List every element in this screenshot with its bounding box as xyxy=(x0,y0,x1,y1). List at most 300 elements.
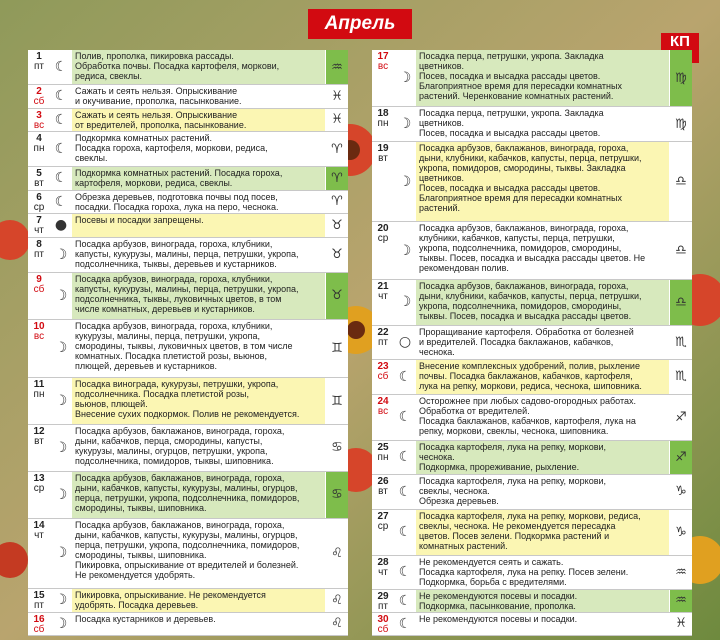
day-instructions xyxy=(72,519,325,588)
weekday: вт xyxy=(34,178,44,190)
day-number: 13 xyxy=(33,472,45,484)
instruction-line: тыквы. Посев, посадка и высадка рассады цветов. Не xyxy=(419,253,646,264)
moon-new-icon: ● xyxy=(54,217,68,234)
weekday: пн xyxy=(33,143,45,155)
day-cell xyxy=(28,589,50,611)
instruction-line: тыквы. Посев, посадка и высадка рассады цветов. xyxy=(419,310,632,321)
day-cell xyxy=(28,472,50,518)
weekday: чт xyxy=(378,566,388,578)
moon-waning-icon: ☾ xyxy=(398,524,412,541)
instruction-line: Посадка арбузов, баклажанов, винограда, гороха, xyxy=(419,142,629,153)
calendar-day-row xyxy=(28,589,348,612)
calendar-day-row xyxy=(28,273,348,320)
moon-waning-icon: ☾ xyxy=(398,615,412,632)
instruction-line: Пикировка, опрыскивание от вредителей и болезней. xyxy=(75,559,299,570)
instruction-line: числе комнатных, деревьев и кустарников. xyxy=(75,303,255,314)
day-instructions xyxy=(72,50,325,84)
day-number: 11 xyxy=(33,379,45,391)
instruction-line: Посев, посадка и высадка рассады цветов. xyxy=(419,128,601,139)
instruction-line: Обрезка деревьев, подготовка почвы под посев, xyxy=(75,191,278,202)
moon-waning-icon: ☾ xyxy=(54,141,68,158)
calendar-day-row xyxy=(28,214,348,237)
moon-waning-icon: ☾ xyxy=(54,111,68,128)
instruction-line: Посадка баклажанов, кабачков, картофеля, лука на xyxy=(419,415,636,426)
instruction-line: растений. Черенкование комнатных растений. xyxy=(419,91,614,101)
instruction-line: Посадка арбузов, баклажанов, винограда, гороха, xyxy=(419,223,629,234)
aries-icon: ♈ xyxy=(326,191,348,213)
weekday: ср xyxy=(377,233,389,245)
instruction-line: Благоприятное время для пересадки комнатных xyxy=(419,192,622,203)
calendar-day-row xyxy=(28,519,348,589)
day-number: 28 xyxy=(377,556,389,568)
day-number: 20 xyxy=(377,223,389,235)
day-number: 24 xyxy=(377,395,389,407)
day-instructions xyxy=(416,280,669,325)
moon-waxing-icon: ☽ xyxy=(54,246,68,263)
day-instructions xyxy=(416,510,669,555)
weekday: ср xyxy=(33,201,45,213)
day-instructions xyxy=(416,395,669,440)
weekday: сб xyxy=(377,623,389,635)
day-instructions xyxy=(416,142,669,221)
moon-waxing-icon: ☽ xyxy=(398,294,412,311)
day-instructions xyxy=(72,167,325,189)
day-cell xyxy=(372,556,394,589)
instruction-line: Подкормка комнатных растений. Посадка гороха, xyxy=(75,168,283,179)
instruction-line: Посевы и посадки запрещены. xyxy=(75,215,204,226)
calendar-day-row xyxy=(28,85,348,108)
instruction-line: Сажать и сеять нельзя. Опрыскивание xyxy=(75,109,238,120)
instruction-line: кукурузы, малины, перца, петрушки, укропа, xyxy=(75,330,261,341)
instruction-line: Посадка картофеля, лука на репку, моркови, xyxy=(419,441,607,452)
instruction-line: Внесение сухих подкормок. Полив не рекомендуется. xyxy=(75,409,300,420)
instruction-line: Сажать и сеять нельзя. Опрыскивание xyxy=(75,86,238,97)
calendar-day-row xyxy=(372,142,692,222)
day-instructions xyxy=(72,191,325,213)
instruction-line: цветников. xyxy=(419,118,464,129)
instruction-line: дыни, кабачков, капусты, кукурузы, малины, огурцов, xyxy=(75,529,298,540)
libra-icon: ♎ xyxy=(670,222,692,278)
day-instructions xyxy=(416,475,669,508)
instruction-line: укропа, подсолнечника, помидоров, смородины, xyxy=(419,300,622,311)
day-cell xyxy=(28,320,50,378)
instruction-line: редиса, свеклы. xyxy=(75,71,143,81)
moon-waxing-icon: ☽ xyxy=(54,615,68,632)
instruction-line: Посев, посадка и высадка рассады цветов. xyxy=(419,71,601,81)
calendar-column-right xyxy=(372,50,692,636)
instruction-line: Благоприятное время для пересадки комнатных xyxy=(419,81,622,91)
weekday: чт xyxy=(34,529,44,541)
instruction-line: Подкормка комнатных растений. xyxy=(75,133,213,144)
moon-waning-icon: ☾ xyxy=(398,409,412,426)
instruction-line: Обработка от вредителей. xyxy=(419,405,530,416)
weekday: сб xyxy=(33,283,45,295)
instruction-line: Не рекомендуется удобрять. xyxy=(75,569,196,580)
day-instructions xyxy=(416,326,669,359)
instruction-line: Посадка гороха, картофеля, моркови, редиса, xyxy=(75,143,268,154)
scorpio-icon: ♏ xyxy=(670,326,692,359)
instruction-line: Подкормка, борьба с вредителями. xyxy=(419,576,567,587)
instruction-line: репку, моркови, свеклы, чеснока, шиповника. xyxy=(419,425,609,436)
moon-waning-icon: ☾ xyxy=(54,59,68,76)
instruction-line: капусты, кукурузы, малины, перца, петрушки, укропа, xyxy=(75,248,299,259)
scorpio-icon: ♏ xyxy=(670,360,692,393)
day-instructions xyxy=(416,556,669,589)
day-number: 17 xyxy=(377,51,389,62)
gemini-icon: ♊ xyxy=(326,378,348,424)
moon-waxing-icon: ☽ xyxy=(398,70,412,87)
day-number: 22 xyxy=(377,326,389,338)
calendar-day-row xyxy=(28,109,348,132)
moon-waxing-icon: ☽ xyxy=(398,242,412,259)
weekday: пн xyxy=(377,118,389,130)
day-number: 14 xyxy=(33,519,45,531)
day-cell xyxy=(372,613,394,635)
calendar-day-row xyxy=(372,590,692,613)
weekday: вс xyxy=(33,330,45,342)
day-instructions xyxy=(416,107,669,140)
instruction-line: Полив, прополка, пикировка рассады. xyxy=(75,51,234,61)
libra-icon: ♎ xyxy=(670,280,692,325)
taurus-icon: ♉ xyxy=(326,214,348,236)
leo-icon: ♌ xyxy=(326,519,348,588)
calendar-day-row xyxy=(372,395,692,441)
pisces-icon: ♓ xyxy=(326,85,348,107)
instruction-line: укропа, подсолнечника, помидоров, смородины, xyxy=(419,243,622,254)
leo-icon: ♌ xyxy=(326,589,348,611)
instruction-line: дыни, клубники, кабачков, капусты, перца, петрушки, xyxy=(419,290,642,301)
weekday: пн xyxy=(377,451,389,463)
day-number: 6 xyxy=(36,191,42,203)
day-instructions xyxy=(72,109,325,131)
day-number: 2 xyxy=(36,86,42,98)
day-cell xyxy=(28,519,50,588)
instruction-line: цветников. xyxy=(419,172,464,183)
capricorn-icon: ♑ xyxy=(670,475,692,508)
weekday: сб xyxy=(33,623,45,635)
day-cell xyxy=(372,441,394,474)
day-cell xyxy=(28,109,50,131)
instruction-line: подсолнечника, помидоров, тыквы, шиповника. xyxy=(75,456,274,466)
day-instructions xyxy=(72,132,325,166)
day-cell xyxy=(28,191,50,213)
instruction-line: Не рекомендуются посевы и посадки. xyxy=(419,613,578,624)
moon-waxing-icon: ☽ xyxy=(54,592,68,609)
day-number: 10 xyxy=(33,320,45,332)
day-cell xyxy=(28,613,50,635)
weekday: пт xyxy=(378,600,388,612)
day-instructions xyxy=(72,589,325,611)
sagittarius-icon: ♐ xyxy=(670,395,692,440)
moon-waning-icon: ☾ xyxy=(398,483,412,500)
weekday: вс xyxy=(377,61,389,72)
weekday: пт xyxy=(34,248,44,260)
virgo-icon: ♍ xyxy=(670,107,692,140)
weekday: пн xyxy=(33,389,45,401)
instruction-line: цветов. Посев зелени. Подкормка растений и xyxy=(419,530,610,541)
moon-waning-icon: ☾ xyxy=(54,193,68,210)
instruction-line: Посев, посадка и высадка рассады цветов. xyxy=(419,182,601,193)
day-instructions xyxy=(72,378,325,424)
moon-waning-icon: ☾ xyxy=(398,449,412,466)
instruction-line: Посадка арбузов, винограда, гороха, клубники, xyxy=(75,320,273,331)
day-cell xyxy=(28,425,50,471)
instruction-line: растений. xyxy=(419,202,461,213)
instruction-line: Посадка арбузов, баклажанов, винограда, гороха, xyxy=(75,519,285,530)
leo-icon: ♌ xyxy=(326,613,348,635)
instruction-line: Посадка картофеля, лука на репку, моркови, xyxy=(419,476,607,487)
day-number: 15 xyxy=(33,590,45,602)
instruction-line: перца, петрушки, укропа, подсолнечника, помидоров, xyxy=(75,539,300,550)
weekday: вт xyxy=(378,152,388,164)
instruction-line: и вредителей. Посадка баклажанов, кабачков, xyxy=(419,336,614,347)
day-cell xyxy=(372,360,394,393)
calendar-day-row xyxy=(372,510,692,556)
calendar-day-row xyxy=(28,167,348,190)
instruction-line: комнатных. Посадка плетистой розы, вьюнов, xyxy=(75,350,267,361)
virgo-icon: ♍ xyxy=(670,50,692,106)
instruction-line: вьюнов, плющей. xyxy=(75,399,148,410)
day-number: 1 xyxy=(36,51,42,62)
calendar-day-row xyxy=(372,222,692,279)
instruction-line: свеклы, чеснока. Не рекомендуется пересадка xyxy=(419,520,616,531)
instruction-line: Посадка перца, петрушки, укропа. Закладка xyxy=(419,51,604,61)
instruction-line: и окучивание, прополка, пасынкование. xyxy=(75,96,242,107)
calendar-day-row xyxy=(372,556,692,590)
instruction-line: подсолнечника. Посадка плетистой розы, xyxy=(75,389,250,400)
moon-waxing-icon: ☽ xyxy=(54,393,68,410)
instruction-line: капусты, кукурузы, малины, перца, петрушки, укропа, xyxy=(75,283,299,294)
day-cell xyxy=(372,107,394,140)
weekday: чт xyxy=(34,225,44,237)
calendar-day-row xyxy=(372,613,692,636)
instruction-line: Посадка картофеля, лука на репку. Посев зелени. xyxy=(419,566,629,577)
day-cell xyxy=(28,238,50,272)
instruction-line: свеклы, чеснока. xyxy=(419,486,490,497)
page-title: Апрель xyxy=(308,9,412,39)
moon-waxing-icon: ☽ xyxy=(54,486,68,503)
weekday: ср xyxy=(377,520,389,532)
aquarius-icon: ♒ xyxy=(670,556,692,589)
day-number: 30 xyxy=(377,613,389,625)
day-number: 4 xyxy=(36,133,42,145)
calendar-day-row xyxy=(372,280,692,326)
day-cell xyxy=(372,590,394,612)
calendar-day-row xyxy=(372,50,692,107)
instruction-line: перца, петрушки, укропа, подсолнечника, помидоров, xyxy=(75,492,300,503)
day-number: 23 xyxy=(377,361,389,373)
instruction-line: Посадка винограда, кукурузы, петрушки, укропа, xyxy=(75,379,279,390)
instruction-line: почвы. Посадка баклажанов, кабачков, картофеля, xyxy=(419,371,633,382)
day-cell xyxy=(372,510,394,555)
weekday: пт xyxy=(34,600,44,612)
calendar-day-row xyxy=(28,425,348,472)
calendar-day-row xyxy=(28,238,348,273)
day-instructions xyxy=(416,50,669,106)
day-cell xyxy=(28,273,50,319)
day-instructions xyxy=(72,238,325,272)
moon-waxing-icon: ☽ xyxy=(54,340,68,357)
taurus-icon: ♉ xyxy=(326,238,348,272)
instruction-line: смородины, тыквы, шиповника. xyxy=(75,549,207,560)
day-number: 18 xyxy=(377,108,389,120)
day-instructions xyxy=(72,85,325,107)
day-cell xyxy=(372,475,394,508)
instruction-line: Посадка арбузов, винограда, гороха, клубники, xyxy=(75,273,273,284)
instruction-line: от вредителей, прополка, пасынкование. xyxy=(75,119,247,130)
moon-waxing-icon: ☽ xyxy=(54,287,68,304)
calendar-day-row xyxy=(28,472,348,519)
day-number: 12 xyxy=(33,426,45,437)
day-number: 3 xyxy=(36,109,42,121)
calendar-day-row xyxy=(28,132,348,167)
aries-icon: ♈ xyxy=(326,167,348,189)
instruction-line: посадки. Посадка гороха, лука на перо, чеснока. xyxy=(75,201,279,212)
day-number: 29 xyxy=(377,590,389,602)
calendar-day-row xyxy=(372,326,692,360)
calendar-day-row xyxy=(372,107,692,141)
cancer-icon: ♋ xyxy=(326,472,348,518)
day-cell xyxy=(372,222,394,278)
weekday: пт xyxy=(378,336,388,348)
capricorn-icon: ♑ xyxy=(670,510,692,555)
day-instructions xyxy=(72,273,325,319)
moon-waning-icon: ☾ xyxy=(54,88,68,105)
day-cell xyxy=(372,142,394,221)
moon-waning-icon: ☾ xyxy=(398,592,412,609)
day-instructions xyxy=(72,425,325,471)
day-instructions xyxy=(416,590,669,612)
day-cell xyxy=(372,280,394,325)
weekday: вт xyxy=(378,486,388,498)
instruction-line: Посадка арбузов, баклажанов, винограда, гороха, xyxy=(75,472,285,483)
calendar-day-row xyxy=(28,50,348,85)
instruction-line: Осторожнее при любых садово-огородных работах. xyxy=(419,395,637,406)
instruction-line: Посадка арбузов, винограда, гороха, клубники, xyxy=(75,238,273,249)
sagittarius-icon: ♐ xyxy=(670,441,692,474)
calendar-column-left xyxy=(28,50,348,636)
day-instructions xyxy=(416,613,669,635)
instruction-line: Проращивание картофеля. Обработка от болезней xyxy=(419,326,634,337)
instruction-line: Обрезка деревьев. xyxy=(419,496,499,507)
day-cell xyxy=(28,132,50,166)
instruction-line: Не рекомендуются посевы и посадки. xyxy=(419,590,578,601)
instruction-line: подсолнечника, тыквы, деревьев и кустарников. xyxy=(75,258,277,269)
instruction-line: Посадка картофеля, лука на репку, моркови, редиса, xyxy=(419,510,641,521)
day-number: 7 xyxy=(36,215,42,227)
moon-waxing-icon: ☽ xyxy=(398,173,412,190)
logo-main: КП xyxy=(670,33,690,50)
day-instructions xyxy=(72,320,325,378)
calendar-day-row xyxy=(28,320,348,379)
day-number: 8 xyxy=(36,238,42,250)
day-instructions xyxy=(416,360,669,393)
weekday: вс xyxy=(33,119,45,131)
day-cell xyxy=(28,85,50,107)
calendar-day-row xyxy=(28,191,348,214)
instruction-line: Посадка арбузов, баклажанов, винограда, гороха, xyxy=(419,280,629,291)
instruction-line: свеклы. xyxy=(75,153,108,164)
moon-waning-icon: ☾ xyxy=(54,170,68,187)
instruction-line: подсолнечника, тыквы, луковичных цветов, в том xyxy=(75,293,282,304)
aries-icon: ♈ xyxy=(326,132,348,166)
instruction-line: Подкормка, пасынкование, прополка. xyxy=(419,600,576,611)
instruction-line: Обработка почвы. Посадка картофеля, моркови, xyxy=(75,61,280,71)
taurus-icon: ♉ xyxy=(326,273,348,319)
aquarius-icon: ♒ xyxy=(326,50,348,84)
day-cell xyxy=(28,50,50,84)
day-cell xyxy=(372,326,394,359)
day-instructions xyxy=(72,613,325,635)
instruction-line: смородины, тыквы, шиповника. xyxy=(75,502,207,513)
weekday: пт xyxy=(34,61,44,72)
day-instructions xyxy=(416,222,669,278)
moon-waxing-icon: ☽ xyxy=(398,116,412,133)
instruction-line: кукурузы, малины, огурцов, петрушки, укропа, xyxy=(75,446,268,456)
day-instructions xyxy=(72,472,325,518)
day-number: 5 xyxy=(36,168,42,180)
pisces-icon: ♓ xyxy=(670,613,692,635)
instruction-line: цветников. xyxy=(419,61,464,71)
day-number: 27 xyxy=(377,510,389,522)
instruction-line: комнатных растений. xyxy=(419,540,508,551)
instruction-line: Посадка перца, петрушки, укропа. Закладка xyxy=(419,108,604,119)
instruction-line: чеснока. xyxy=(419,451,455,462)
day-number: 9 xyxy=(36,273,42,285)
instruction-line: укропа, помидоров, смородины, тыквы. Закладка xyxy=(419,162,626,173)
instruction-line: Не рекомендуется сеять и сажать. xyxy=(419,556,564,567)
moon-waxing-icon: ☽ xyxy=(54,439,68,456)
weekday: вт xyxy=(34,436,44,447)
weekday: вс xyxy=(377,405,389,417)
day-instructions xyxy=(416,441,669,474)
instruction-line: Посадка арбузов, баклажанов, винограда, гороха, xyxy=(75,426,285,436)
day-cell xyxy=(372,50,394,106)
day-cell xyxy=(28,378,50,424)
moon-waxing-icon: ☽ xyxy=(54,545,68,562)
instruction-line: Подкормка, прореживание, рыхление. xyxy=(419,461,580,472)
calendar-day-row xyxy=(372,441,692,475)
calendar-day-row xyxy=(28,378,348,425)
day-cell xyxy=(28,167,50,189)
day-number: 26 xyxy=(377,476,389,488)
instruction-line: Внесение комплексных удобрений, полив, рыхление xyxy=(419,361,640,372)
instruction-line: Посадка кустарников и деревьев. xyxy=(75,613,216,624)
day-number: 19 xyxy=(377,142,389,154)
weekday: сб xyxy=(377,371,389,383)
day-cell xyxy=(28,214,50,236)
cancer-icon: ♋ xyxy=(326,425,348,471)
instruction-line: дыни, кабачков, капусты, кукурузы, малины, огурцов, xyxy=(75,482,298,493)
day-number: 21 xyxy=(377,280,389,292)
libra-icon: ♎ xyxy=(670,142,692,221)
gemini-icon: ♊ xyxy=(326,320,348,378)
instruction-line: смородины, тыквы, луковичных цветов, в том числе xyxy=(75,340,293,351)
instruction-line: чеснока. xyxy=(419,346,455,357)
instruction-line: дыни, кабачков, перца, смородины, капусты, xyxy=(75,436,263,446)
calendar-day-row xyxy=(372,360,692,394)
instruction-line: удобрять. Посадка деревьев. xyxy=(75,600,199,611)
weekday: сб xyxy=(33,96,45,108)
calendar-day-row xyxy=(372,475,692,509)
day-number: 16 xyxy=(33,613,45,625)
moon-waning-icon: ☾ xyxy=(398,368,412,385)
weekday: чт xyxy=(378,290,388,302)
instruction-line: картофеля, моркови, редиса, свеклы. xyxy=(75,178,233,189)
instruction-line: плющей, деревьев и кустарников. xyxy=(75,360,218,371)
moon-waning-icon: ☾ xyxy=(398,564,412,581)
day-cell xyxy=(372,395,394,440)
